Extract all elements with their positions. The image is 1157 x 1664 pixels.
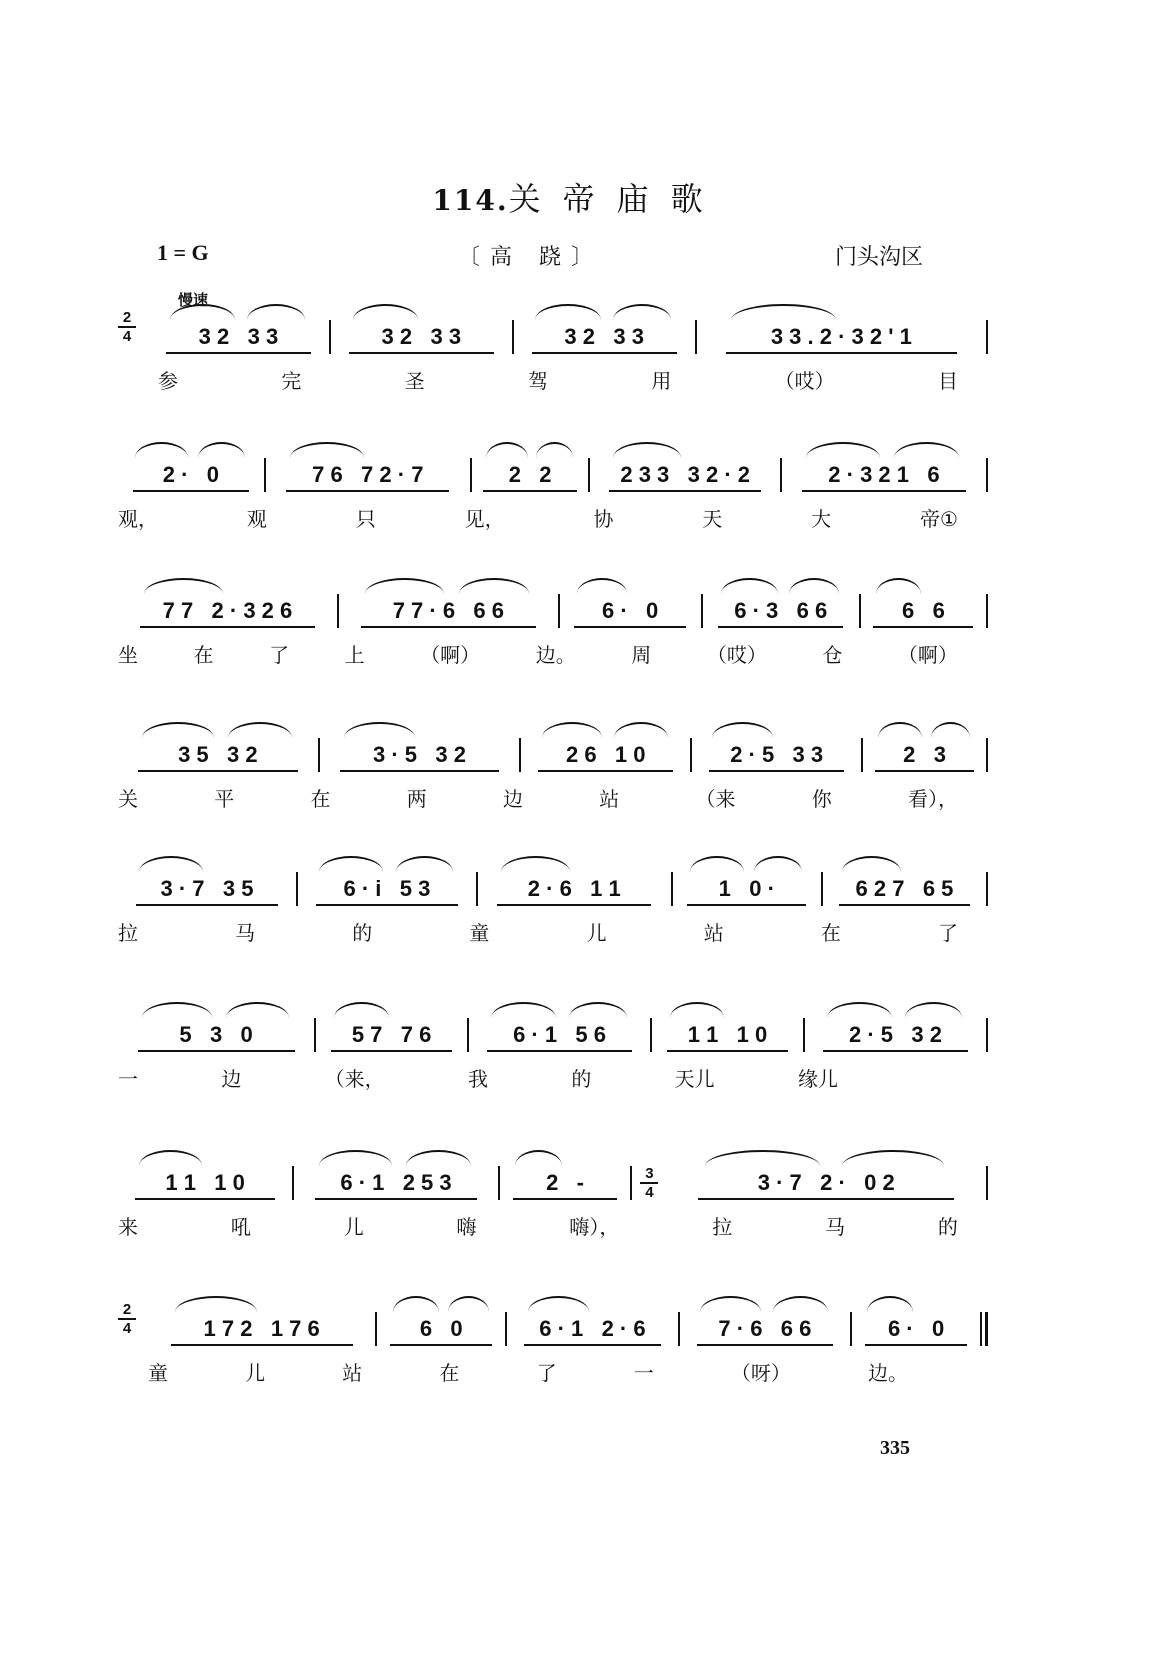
notes-row: [118, 738, 988, 772]
measure: 2 3: [863, 738, 986, 772]
beam-underline: [171, 1344, 353, 1346]
measure: 6 · i 5 3: [298, 872, 476, 906]
lyric: 边: [503, 786, 523, 811]
notes-row: [118, 872, 988, 906]
lyric: 平: [214, 786, 235, 811]
beam-underline: [361, 626, 536, 628]
measure: 1 1 1 0: [652, 1018, 803, 1052]
measure: 2 · 6 1 1: [478, 872, 671, 906]
slur-mark: [142, 1002, 213, 1018]
beam-underline: [286, 490, 449, 492]
measure: 2 · 5 3 3: [692, 738, 861, 772]
slur-mark: [353, 304, 418, 320]
slur-mark: [542, 722, 603, 738]
lyric: 拉: [118, 920, 138, 945]
lyrics-row: [118, 1210, 988, 1240]
lyric: 拉: [712, 1214, 733, 1239]
lyric: 一: [633, 1360, 654, 1385]
slur-mark: [670, 1002, 724, 1018]
measure: 2 · 3 2 1 6: [782, 458, 986, 492]
slur-mark: [344, 722, 416, 738]
slur-mark: [700, 1296, 761, 1312]
measure: 6 · 3 6 6: [703, 594, 859, 628]
beam-underline: [823, 1050, 968, 1052]
score-system-2: [118, 438, 988, 548]
measure: 6 · 1 2 · 6: [507, 1312, 677, 1346]
beam-underline: [873, 626, 973, 628]
lyric: （呀）: [730, 1360, 791, 1385]
lyric: 在: [439, 1360, 460, 1385]
slur-mark: [144, 578, 223, 594]
beam-underline: [135, 1198, 274, 1200]
lyric: （啊）: [420, 642, 481, 667]
notes-row: [118, 594, 988, 628]
lyric: 周: [631, 642, 652, 667]
beam-underline: [667, 1050, 788, 1052]
slur-mark: [175, 1296, 257, 1312]
lyric: （哎）: [706, 642, 767, 667]
lyric: 完: [281, 368, 302, 393]
slur-mark: [226, 1002, 289, 1018]
measure: 2 6 1 0: [521, 738, 690, 772]
slur-mark: [773, 1296, 828, 1312]
lyric: 的: [937, 1214, 958, 1239]
measure: 3 · 7 2 · 0 2: [666, 1166, 986, 1200]
slur-mark: [198, 442, 245, 458]
measure: 3 5 3 2: [118, 738, 318, 772]
lyric: 站: [599, 786, 620, 811]
beam-underline: [497, 904, 651, 906]
slur-mark: [806, 442, 879, 458]
slur-mark: [228, 722, 292, 738]
beam-underline: [349, 352, 494, 354]
measure: 1 7 2 1 7 6: [148, 1312, 375, 1346]
beam-underline: [718, 626, 843, 628]
barline: [986, 738, 988, 772]
slur-mark: [867, 1296, 913, 1312]
slur-mark: [789, 578, 839, 594]
barline: [630, 1166, 632, 1200]
beam-underline: [609, 490, 761, 492]
lyric: 圣: [404, 368, 425, 393]
slur-mark: [139, 856, 203, 872]
beam-underline: [687, 904, 806, 906]
beam-underline: [316, 904, 458, 906]
lyric: 儿: [245, 1360, 266, 1385]
lyrics-row: [118, 364, 988, 394]
lyric: （来，: [324, 1066, 385, 1091]
lyric: 在: [820, 920, 841, 945]
measure: 5 7 7 6: [316, 1018, 467, 1052]
slur-mark: [319, 856, 383, 872]
notes-row: [118, 1018, 988, 1052]
notes-row: [118, 458, 988, 492]
lyric: 坐: [118, 642, 138, 667]
lyric: 了: [937, 920, 958, 945]
slur-mark: [754, 856, 801, 872]
slur-mark: [486, 442, 528, 458]
lyric: （来: [695, 786, 736, 811]
lyric: 在: [310, 786, 331, 811]
slur-mark: [731, 304, 835, 320]
slur-mark: [878, 722, 922, 738]
song-title-text: 关帝庙歌: [508, 180, 725, 218]
lyrics-row: [118, 638, 988, 668]
measure: 6 6: [861, 594, 986, 628]
measure: 1 0 ·: [673, 872, 821, 906]
time-signature: 2 4: [118, 1302, 136, 1336]
slur-mark: [290, 442, 363, 458]
lyric: 我: [467, 1066, 488, 1091]
measure: 3 2 3 3: [331, 320, 512, 354]
measure: 1 1 1 0: [118, 1166, 292, 1200]
slur-mark: [614, 722, 668, 738]
beam-underline: [340, 770, 500, 772]
lyric: 观: [246, 506, 267, 531]
lyric: 见，: [464, 506, 505, 531]
slur-mark: [459, 578, 529, 594]
barline: [986, 458, 988, 492]
score-system-7: [118, 1146, 988, 1256]
slur-mark: [334, 1002, 388, 1018]
score-system-4: [118, 718, 988, 828]
slur-mark: [247, 304, 305, 320]
slur-mark: [142, 722, 214, 738]
beam-underline: [698, 1198, 954, 1200]
lyrics-row: [118, 916, 988, 946]
slur-mark: [170, 304, 235, 320]
measure: 6 0: [377, 1312, 505, 1346]
lyric: 的: [571, 1066, 592, 1091]
lyrics-row: [118, 1062, 988, 1092]
slur-mark: [139, 1150, 202, 1166]
slur-mark: [528, 1296, 589, 1312]
slur-mark: [721, 578, 777, 594]
slur-mark: [536, 442, 573, 458]
beam-underline: [697, 1344, 833, 1346]
beam-underline: [802, 490, 965, 492]
measure: 2 3 3 3 2 · 2: [590, 458, 779, 492]
lyric: 协: [593, 506, 614, 531]
slur-mark: [905, 1002, 963, 1018]
notes-row: [118, 1166, 988, 1200]
lyric: 缘儿: [797, 1066, 838, 1091]
score-system-5: [118, 852, 988, 962]
slur-mark: [396, 856, 453, 872]
lyric: 儿: [586, 920, 607, 945]
beam-underline: [315, 1198, 478, 1200]
measure: 6 · 0: [560, 594, 701, 628]
beam-underline: [483, 490, 576, 492]
lyric: 关: [118, 786, 138, 811]
beam-underline: [487, 1050, 632, 1052]
beam-underline: [140, 626, 315, 628]
lyric: 儿: [343, 1214, 364, 1239]
slur-mark: [448, 1296, 489, 1312]
measure: 6 · 0: [852, 1312, 980, 1346]
final-barline: [980, 1312, 988, 1346]
beam-underline: [709, 770, 844, 772]
lyric: 仓: [822, 642, 843, 667]
measure: 3 · 5 3 2: [320, 738, 520, 772]
beam-underline: [524, 1344, 660, 1346]
beam-underline: [136, 904, 278, 906]
lyric: 天儿: [674, 1066, 715, 1091]
barline: [986, 594, 988, 628]
lyric: 马: [235, 920, 256, 945]
beam-underline: [138, 1050, 295, 1052]
lyric: 大: [811, 506, 832, 531]
score-system-6: [118, 998, 988, 1108]
lyric: 一: [118, 1066, 138, 1091]
slur-mark: [827, 1002, 892, 1018]
measure: 3 · 7 3 5: [118, 872, 296, 906]
lyric: 只: [355, 506, 376, 531]
slur-mark: [501, 856, 570, 872]
beam-underline: [331, 1050, 452, 1052]
lyric: 嗨: [456, 1214, 477, 1239]
measure: 7 6 7 2 · 7: [266, 458, 470, 492]
lyric: 用: [651, 368, 672, 393]
slur-mark: [569, 1002, 627, 1018]
barline: [986, 1018, 988, 1052]
lyric: 童: [469, 920, 490, 945]
slur-mark: [613, 442, 681, 458]
measure: 6 · 1 2 5 3: [294, 1166, 497, 1200]
lyric: 上: [344, 642, 365, 667]
lyric: 驾: [527, 368, 548, 393]
beam-underline: [513, 1198, 618, 1200]
slur-mark: [876, 578, 921, 594]
measure: 3 2 3 3: [148, 320, 329, 354]
lyrics-row: [118, 782, 988, 812]
lyric: 天: [702, 506, 723, 531]
lyric: 站: [703, 920, 724, 945]
barline: [986, 320, 988, 354]
slur-mark: [406, 1150, 471, 1166]
measure: 2 · 0: [118, 458, 264, 492]
lyrics-row: [118, 1356, 988, 1386]
slur-mark: [491, 1002, 556, 1018]
score-system-8: [118, 1292, 988, 1402]
measure: 2 2: [472, 458, 589, 492]
slur-mark: [393, 1296, 439, 1312]
lyric: 在: [193, 642, 214, 667]
song-title: [0, 174, 1157, 220]
lyrics-row: [118, 502, 988, 532]
measure: 3 2 3 3: [514, 320, 695, 354]
lyric: 的: [352, 920, 373, 945]
beam-underline: [875, 770, 973, 772]
beam-underline: [532, 352, 677, 354]
beam-underline: [133, 490, 250, 492]
score-system-3: [118, 574, 988, 684]
lyric: 嗨），: [569, 1214, 620, 1239]
lyric: 目: [937, 368, 958, 393]
lyric: 观，: [118, 506, 158, 531]
page-number: 335: [880, 1437, 910, 1459]
slur-mark: [931, 722, 970, 738]
beam-underline: [390, 1344, 492, 1346]
measure: 6 2 7 6 5: [823, 872, 986, 906]
genre-label: 〔高 跷〕: [458, 245, 603, 270]
measure: 7 · 6 6 6: [680, 1312, 850, 1346]
lyric: 你: [811, 786, 832, 811]
key-signature: 1 = G: [157, 240, 209, 265]
lyric: 马: [825, 1214, 846, 1239]
notes-row: [148, 1312, 988, 1346]
measure: 7 7 · 6 6 6: [339, 594, 558, 628]
slur-mark: [842, 856, 901, 872]
beam-underline: [726, 352, 958, 354]
lyric: 帝①: [920, 506, 958, 531]
slur-mark: [712, 722, 773, 738]
lyric: 来: [118, 1214, 138, 1239]
time-signature: 2 4: [118, 310, 136, 344]
barline: [986, 1166, 988, 1200]
beam-underline: [865, 1344, 967, 1346]
slur-mark: [842, 1150, 944, 1166]
tempo-marking: 慢速: [178, 291, 209, 309]
slur-mark: [613, 304, 671, 320]
beam-underline: [138, 770, 298, 772]
measure: 2 -: [500, 1166, 631, 1200]
lyric: 童: [148, 1360, 168, 1385]
slur-mark: [515, 1150, 562, 1166]
song-number: 114.: [432, 184, 509, 217]
slur-mark: [365, 578, 444, 594]
region-label: 门头沟区: [835, 245, 924, 270]
measure: 3 3 . 2 · 3 2 ' 1: [697, 320, 986, 354]
measure: 5 3 0: [118, 1018, 314, 1052]
beam-underline: [574, 626, 687, 628]
lyric: 站: [342, 1360, 363, 1385]
lyric: 边: [221, 1066, 242, 1091]
slur-mark: [705, 1150, 820, 1166]
barline: [986, 872, 988, 906]
lyric: 边。: [867, 1360, 908, 1385]
slur-mark: [135, 442, 187, 458]
measure: 2 · 5 3 2: [805, 1018, 986, 1052]
measure: 7 7 2 · 3 2 6: [118, 594, 337, 628]
beam-underline: [166, 352, 311, 354]
beam-underline: [538, 770, 673, 772]
lyric: （哎）: [774, 368, 835, 393]
measure: 6 · 1 5 6: [469, 1018, 650, 1052]
score-system-1: [118, 300, 988, 410]
lyric: 边。: [535, 642, 576, 667]
lyric: 吼: [230, 1214, 251, 1239]
slur-mark: [577, 578, 628, 594]
slur-mark: [535, 304, 600, 320]
lyric: 看），: [908, 786, 958, 811]
notes-row: [148, 320, 988, 354]
lyric: 两: [406, 786, 427, 811]
time-signature-change: 3 4: [640, 1166, 658, 1200]
slur-mark: [319, 1150, 392, 1166]
lyric: （啊）: [897, 642, 958, 667]
slur-mark: [690, 856, 743, 872]
lyric: 了: [269, 642, 290, 667]
lyric: 了: [536, 1360, 557, 1385]
slur-mark: [894, 442, 959, 458]
lyric: 参: [158, 368, 178, 393]
beam-underline: [839, 904, 969, 906]
